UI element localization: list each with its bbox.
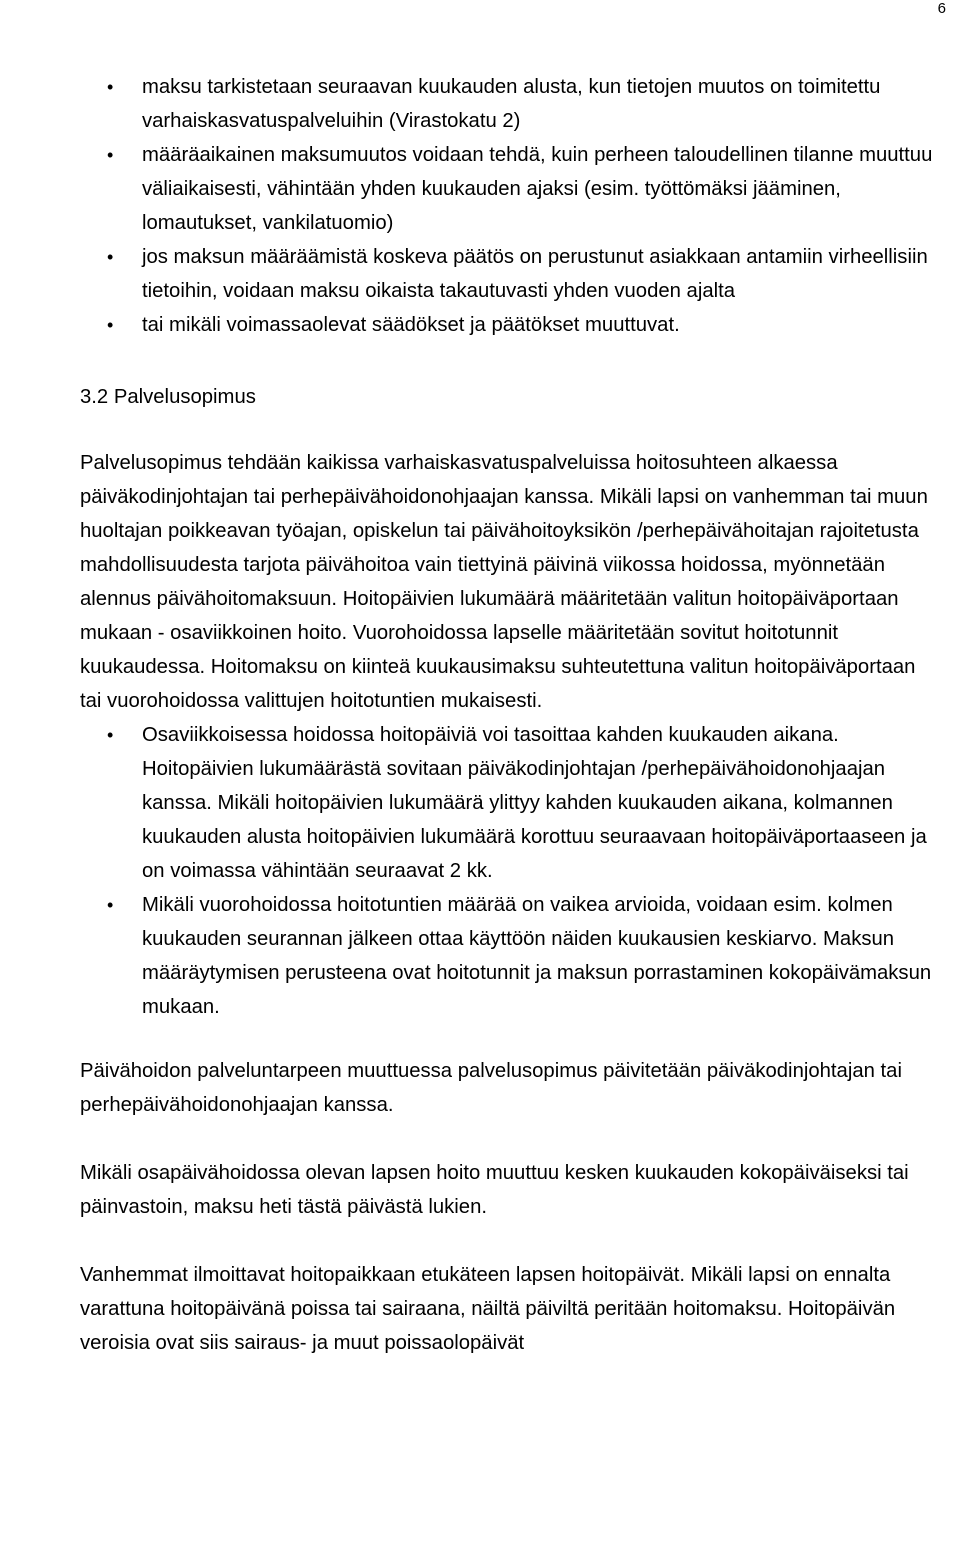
list-item-text: Mikäli vuorohoidossa hoitotuntien määrää on vaikea arvioida, voidaan esim. kolmen kuukauden seurannan jälkeen ottaa käyttöön näiden kuukausien keskiarvo. Maksun määräytymisen perusteena ovat hoitotunnit ja maksun porrastaminen kokopäivämaksun mukaan. <box>142 894 932 1018</box>
paragraph: Vanhemmat ilmoittavat hoitopaikkaan etukäteen lapsen hoitopäivät. Mikäli lapsi on ennalta varattuna hoitopäivänä poissa tai sairaana, näiltä päiviltä peritään hoitomaksu. Hoitopäivän veroisia ovat siis sairaus- ja muut poissaolopäivät <box>80 1264 896 1354</box>
document-body <box>80 70 940 1360</box>
part-week-care-list <box>80 718 940 1024</box>
list-item-text: Osaviikkoisessa hoidossa hoitopäiviä voi tasoittaa kahden kuukauden aikana. Hoitopäivien lukumäärästä sovitaan päiväkodinjohtajan /perhepäivähoidonohjaajan kanssa. Mikäli hoitopäivien lukumäärä ylittyy kahden kuukauden aikana, kolmannen kuukauden alusta hoitopäivien lukumäärä korottuu seuraavaan hoitopäiväportaaseen ja on voimassa vähintään seuraavat 2 kk. <box>142 724 927 882</box>
paragraph: Mikäli osapäivähoidossa olevan lapsen hoito muuttuu kesken kuukauden kokopäiväiseksi tai päinvastoin, maksu heti tästä päivästä lukien. <box>80 1162 909 1218</box>
bullet-icon: • <box>107 315 114 335</box>
payment-change-list <box>80 70 940 342</box>
bullet-icon: • <box>107 77 114 97</box>
paragraph: Palvelusopimus tehdään kaikissa varhaiskasvatuspalveluissa hoitosuhteen alkaessa päiväkodinjohtajan tai perhepäivähoidonohjaajan kanssa. Mikäli lapsi on vanhemman tai muun huoltajan poikkeavan työajan, opiskelun tai päivähoitoyksikön /perhepäivähoitajan rajoitetusta mahdollisuudesta tarjota päivähoitoa vain tiettyinä päivinä viikossa hoidossa, myönnetään alennus päivähoitomaksuun. Hoitopäivien lukumäärä määritetään valitun hoitopäiväportaan mukaan - osaviikkoinen hoito. Vuorohoidossa lapselle määritetään sovitut hoitotunnit kuukaudessa. Hoitomaksu on kiinteä kuukausimaksu suhteutettuna valitun hoitopäiväportaan tai vuorohoidossa valittujen hoitotuntien mukaisesti. <box>80 452 928 712</box>
list-item-text: jos maksun määräämistä koskeva päätös on perustunut asiakkaan antamiin virheellisiin tietoihin, voidaan maksu oikaista takautuvasti yhden vuoden ajalta <box>142 246 928 302</box>
list-item <box>80 240 940 308</box>
list-item <box>80 308 940 342</box>
list-item <box>80 138 940 240</box>
list-item-text: tai mikäli voimassaolevat säädökset ja päätökset muuttuvat. <box>142 314 680 336</box>
bullet-icon: • <box>107 247 114 267</box>
list-item <box>80 70 940 138</box>
list-item <box>80 718 940 888</box>
list-item-text: maksu tarkistetaan seuraavan kuukauden alusta, kun tietojen muutos on toimitettu varhaiskasvatuspalveluihin (Virastokatu 2) <box>142 76 881 132</box>
list-item <box>80 888 940 1024</box>
bullet-icon: • <box>107 895 114 915</box>
page-number: 6 <box>937 0 946 17</box>
bullet-icon: • <box>107 145 114 165</box>
bullet-icon: • <box>107 725 114 745</box>
list-item-text: määräaikainen maksumuutos voidaan tehdä, kuin perheen taloudellinen tilanne muuttuu väliaikaisesti, vähintään yhden kuukauden ajaksi (esim. työttömäksi jääminen, lomautukset, vankilatuomio) <box>142 144 933 234</box>
paragraph: Päivähoidon palveluntarpeen muuttuessa palvelusopimus päivitetään päiväkodinjohtajan tai perhepäivähoidonohjaajan kanssa. <box>80 1060 902 1116</box>
section-heading: 3.2 Palvelusopimus <box>80 386 256 408</box>
